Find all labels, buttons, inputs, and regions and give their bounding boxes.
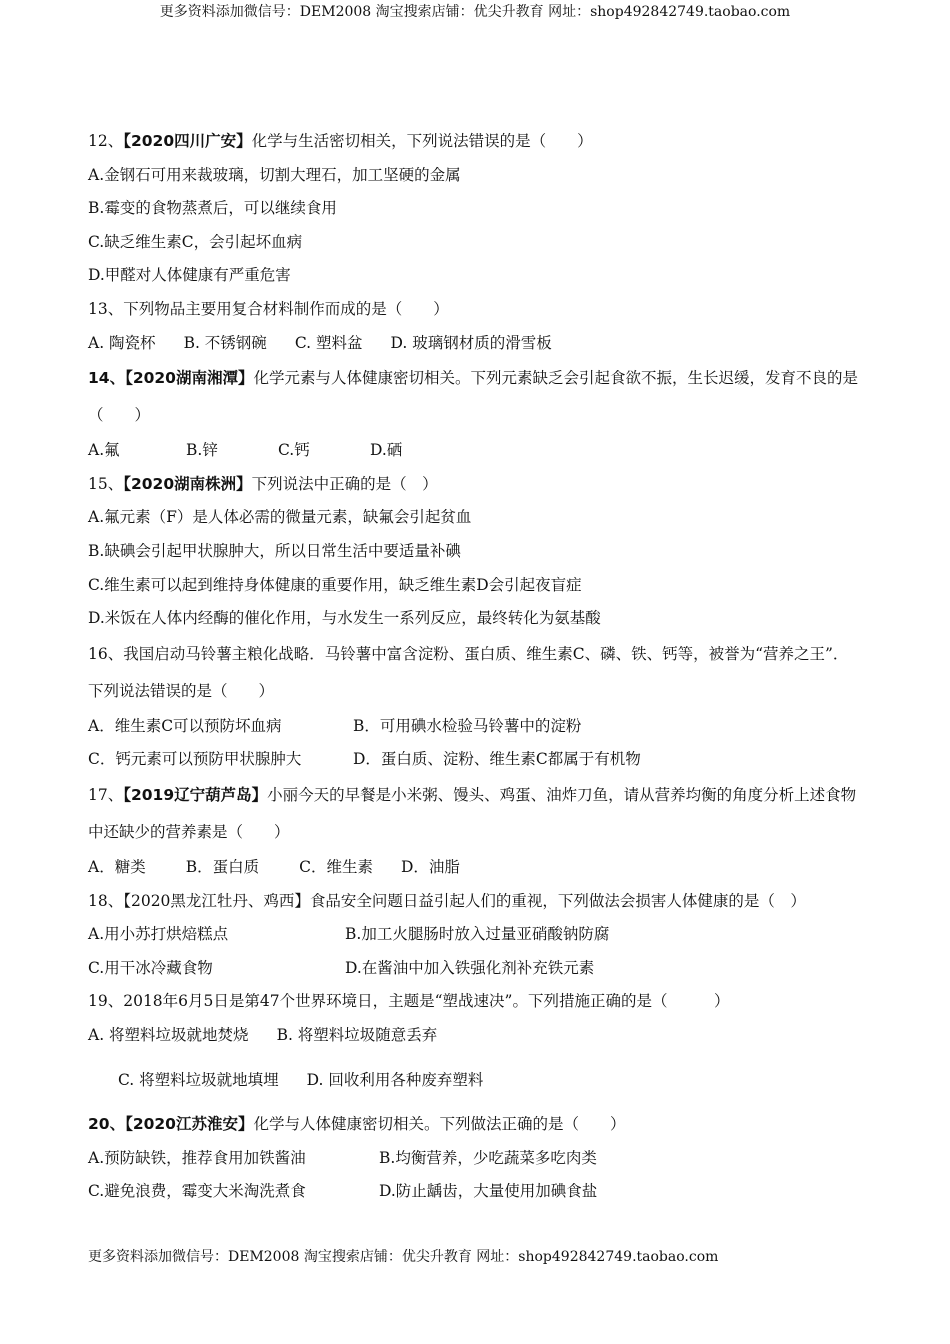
question-18-options-row-2 <box>88 952 863 986</box>
option-16-a: A．维生素C可以预防坏血病 <box>88 716 282 735</box>
option-15-b: B.缺碘会引起甲状腺肿大，所以日常生活中要适量补碘 <box>88 541 461 560</box>
option-17-b: B．蛋白质 <box>185 857 260 876</box>
option-15-c: C.维生素可以起到维持身体健康的重要作用，缺乏维生素D会引起夜盲症 <box>88 575 582 594</box>
question-19-stem: 19、2018年6月5日是第47个世界环境日，主题是“塑战速决”。下列措施正确的是（ ） <box>88 992 730 1011</box>
question-source: 【2019辽宁葫芦岛】 <box>123 785 268 804</box>
question-16-options-row-2 <box>88 743 863 777</box>
option-14-a: A.氟 <box>88 441 120 460</box>
option-16-c: C．钙元素可以预防甲状腺肿大 <box>88 750 302 769</box>
question-16-options-row-1 <box>88 710 863 744</box>
option-13-c: C. 塑料盆 <box>294 333 363 352</box>
question-number: 12、 <box>88 132 124 150</box>
question-text: 下列说法中正确的是（ ） <box>251 474 438 493</box>
question-text: 化学与生活密切相关，下列说法错误的是（ ） <box>251 132 593 150</box>
option-20-b: B.均衡营养，少吃蔬菜多吃肉类 <box>379 1148 597 1167</box>
option-17-c: C．维生素 <box>299 857 373 876</box>
option-13-d: D. 玻璃钢材质的滑雪板 <box>390 333 552 352</box>
question-13-options <box>88 327 863 361</box>
option-12-b: B.霉变的食物蒸煮后，可以继续食用 <box>88 199 337 218</box>
option-14-d: D.硒 <box>370 441 403 460</box>
question-19-options-row-1 <box>88 1019 863 1053</box>
question-14-options <box>88 434 863 468</box>
option-19-a: A. 将塑料垃圾就地焚烧 <box>88 1025 249 1044</box>
option-13-b: B. 不锈钢碗 <box>183 333 267 352</box>
option-17-d: D．油脂 <box>400 857 460 876</box>
option-12-d: D.甲醛对人体健康有严重危害 <box>88 266 291 285</box>
question-number: 20、 <box>88 1115 126 1134</box>
option-14-b: B.锌 <box>186 441 218 460</box>
question-number: 15、 <box>88 474 124 493</box>
option-15-d: D.米饭在人体内经酶的催化作用，与水发生一系列反应，最终转化为氨基酸 <box>88 609 601 628</box>
option-19-c: C. 将塑料垃圾就地填埋 <box>118 1071 279 1090</box>
option-12-a: A.金钢石可用来裁玻璃，切割大理石，加工坚硬的金属 <box>88 165 461 184</box>
option-18-d: D.在酱油中加入铁强化剂补充铁元素 <box>345 958 595 977</box>
question-text: 化学与人体健康密切相关。下列做法正确的是（ ） <box>253 1115 626 1134</box>
option-17-a: A．糖类 <box>88 857 146 876</box>
question-18-options-row-1 <box>88 918 863 952</box>
page-header: 更多资料添加微信号：DEM2008 淘宝搜索店铺：优尖升教育 网址：shop492842749.taobao.com <box>159 4 791 20</box>
option-18-c: C.用干冰冷藏食物 <box>88 958 213 977</box>
spacer <box>88 1052 863 1064</box>
question-text: 化学元素与人体健康密切相关。下列元素缺乏会引起食欲不振，生长迟缓，发育不良的是（ ） <box>88 369 858 425</box>
option-19-d: D. 回收利用各种废弃塑料 <box>306 1071 484 1090</box>
page-footer: 更多资料添加微信号：DEM2008 淘宝搜索店铺：优尖升教育 网址：shop492842749.taobao.com <box>88 1249 719 1265</box>
option-16-d: D．蛋白质、淀粉、维生素C都属于有机物 <box>353 750 641 769</box>
option-14-c: C.钙 <box>278 441 310 460</box>
option-20-d: D.防止龋齿，大量使用加碘食盐 <box>379 1182 598 1201</box>
option-15-a: A.氟元素（F）是人体必需的微量元素，缺氟会引起贫血 <box>88 508 472 527</box>
question-17-stem <box>88 777 863 851</box>
option-12-c: C.缺乏维生素C，会引起坏血病 <box>88 232 303 251</box>
question-16-stem: 16、我国启动马铃薯主粮化战略．马铃薯中富含淀粉、蛋白质、维生素C、磷、铁、钙等，被誉为“营养之王”．下列说法错误的是（ ） <box>88 644 849 700</box>
option-18-a: A.用小苏打烘焙糕点 <box>88 925 229 944</box>
question-source: 【2020江苏淮安】 <box>125 1115 254 1134</box>
question-source: 【2020湖南湘潭】 <box>125 369 254 388</box>
question-18-stem: 18、【2020黑龙江牡丹、鸡西】食品安全问题日益引起人们的重视，下列做法会损害人体健康的是（ ） <box>88 891 806 910</box>
option-16-b: B．可用碘水检验马铃薯中的淀粉 <box>353 716 582 735</box>
option-20-c: C.避免浪费，霉变大米淘洗煮食 <box>88 1182 306 1201</box>
spacer <box>88 1098 863 1108</box>
question-19-options-row-2 <box>88 1064 863 1098</box>
question-source: 【2020湖南株洲】 <box>123 474 252 493</box>
question-list <box>88 125 863 1209</box>
question-17-options <box>88 851 863 885</box>
question-12-stem <box>88 125 863 159</box>
question-20-options-row-1 <box>88 1142 863 1176</box>
option-20-a: A.预防缺铁，推荐食用加铁酱油 <box>88 1148 306 1167</box>
question-13-stem: 13、下列物品主要用复合材料制作而成的是（ ） <box>88 299 449 318</box>
question-number: 14、 <box>88 369 126 388</box>
question-20-options-row-2 <box>88 1175 863 1209</box>
question-15-stem <box>88 468 863 502</box>
question-20-stem <box>88 1108 863 1142</box>
option-19-b: B. 将塑料垃圾随意丢弃 <box>276 1025 438 1044</box>
question-text: 小丽今天的早餐是小米粥、馒头、鸡蛋、油炸刀鱼，请从营养均衡的角度分析上述食物中还缺少的营养素是（ ） <box>88 785 857 841</box>
question-source: 【2020四川广安】 <box>123 132 252 150</box>
question-number: 17、 <box>88 785 124 804</box>
option-18-b: B.加工火腿肠时放入过量亚硝酸钠防腐 <box>345 925 610 944</box>
option-13-a: A. 陶瓷杯 <box>88 333 156 352</box>
question-14-stem <box>88 360 863 434</box>
